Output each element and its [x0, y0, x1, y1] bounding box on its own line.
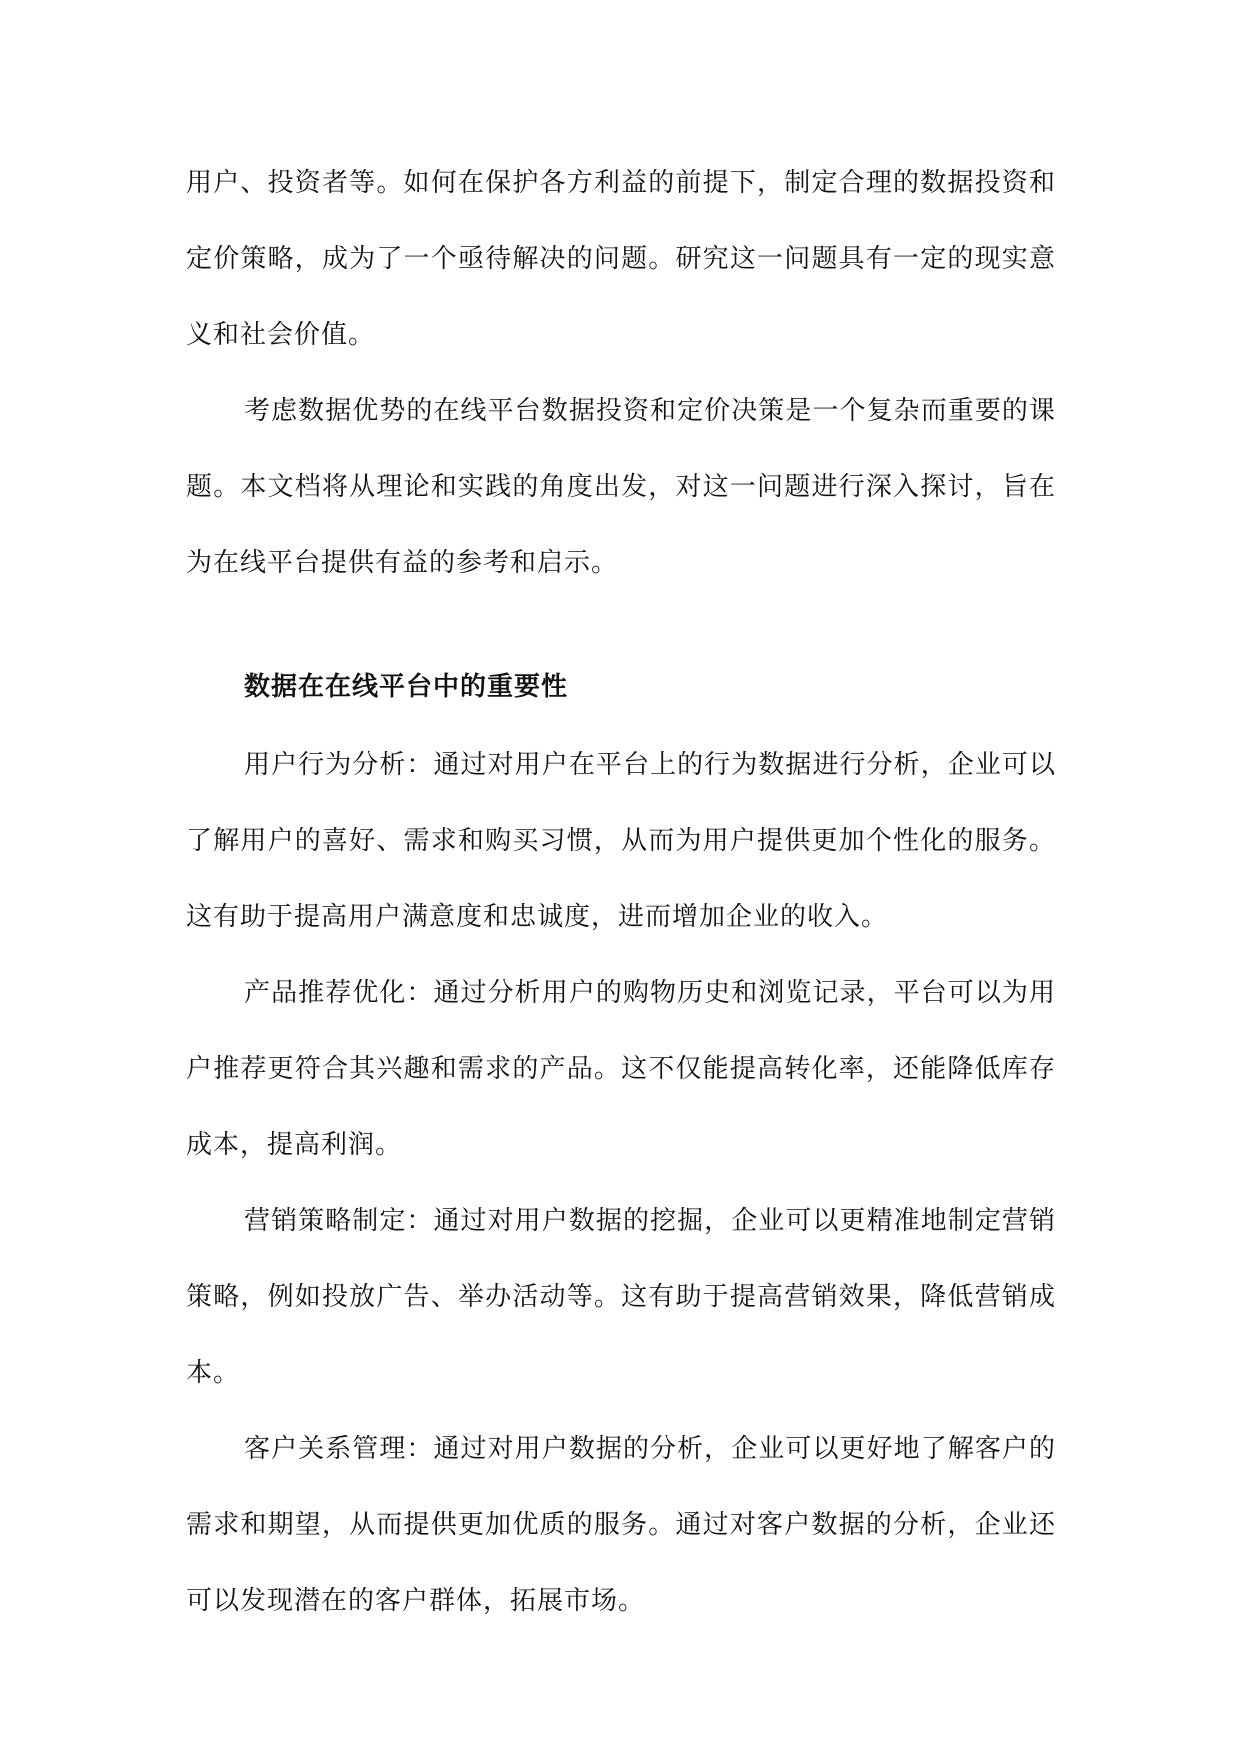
- section-heading: 数据在在线平台中的重要性: [244, 672, 569, 702]
- continued-paragraph: 用户、投资者等。如何在保护各方利益的前提下，制定合理的数据投资和定价策略，成为了一个亟待解决的问题。研究这一问题具有一定的现实意义和社会价值。: [186, 168, 1056, 350]
- paragraph-product-recommendation: 产品推荐优化：通过分析用户的购物历史和浏览记录，平台可以为用户推荐更符合其兴趣和需求的产品。这不仅能提高转化率，还能降低库存成本，提高利润。: [186, 978, 1056, 1160]
- intro-paragraph: 考虑数据优势的在线平台数据投资和定价决策是一个复杂而重要的课题。本文档将从理论和实践的角度出发，对这一问题进行深入探讨，旨在为在线平台提供有益的参考和启示。: [186, 396, 1056, 578]
- paragraph-marketing-strategy: 营销策略制定：通过对用户数据的挖掘，企业可以更精准地制定营销策略，例如投放广告、举办活动等。这有助于提高营销效果，降低营销成本。: [186, 1206, 1056, 1388]
- paragraph-customer-relationship: 客户关系管理：通过对用户数据的分析，企业可以更好地了解客户的需求和期望，从而提供更加优质的服务。通过对客户数据的分析，企业还可以发现潜在的客户群体，拓展市场。: [186, 1434, 1056, 1616]
- paragraph-user-behavior-analysis: 用户行为分析：通过对用户在平台上的行为数据进行分析，企业可以了解用户的喜好、需求和购买习惯，从而为用户提供更加个性化的服务。这有助于提高用户满意度和忠诚度，进而增加企业的收入。: [186, 750, 1056, 932]
- document-body: [186, 145, 1056, 1639]
